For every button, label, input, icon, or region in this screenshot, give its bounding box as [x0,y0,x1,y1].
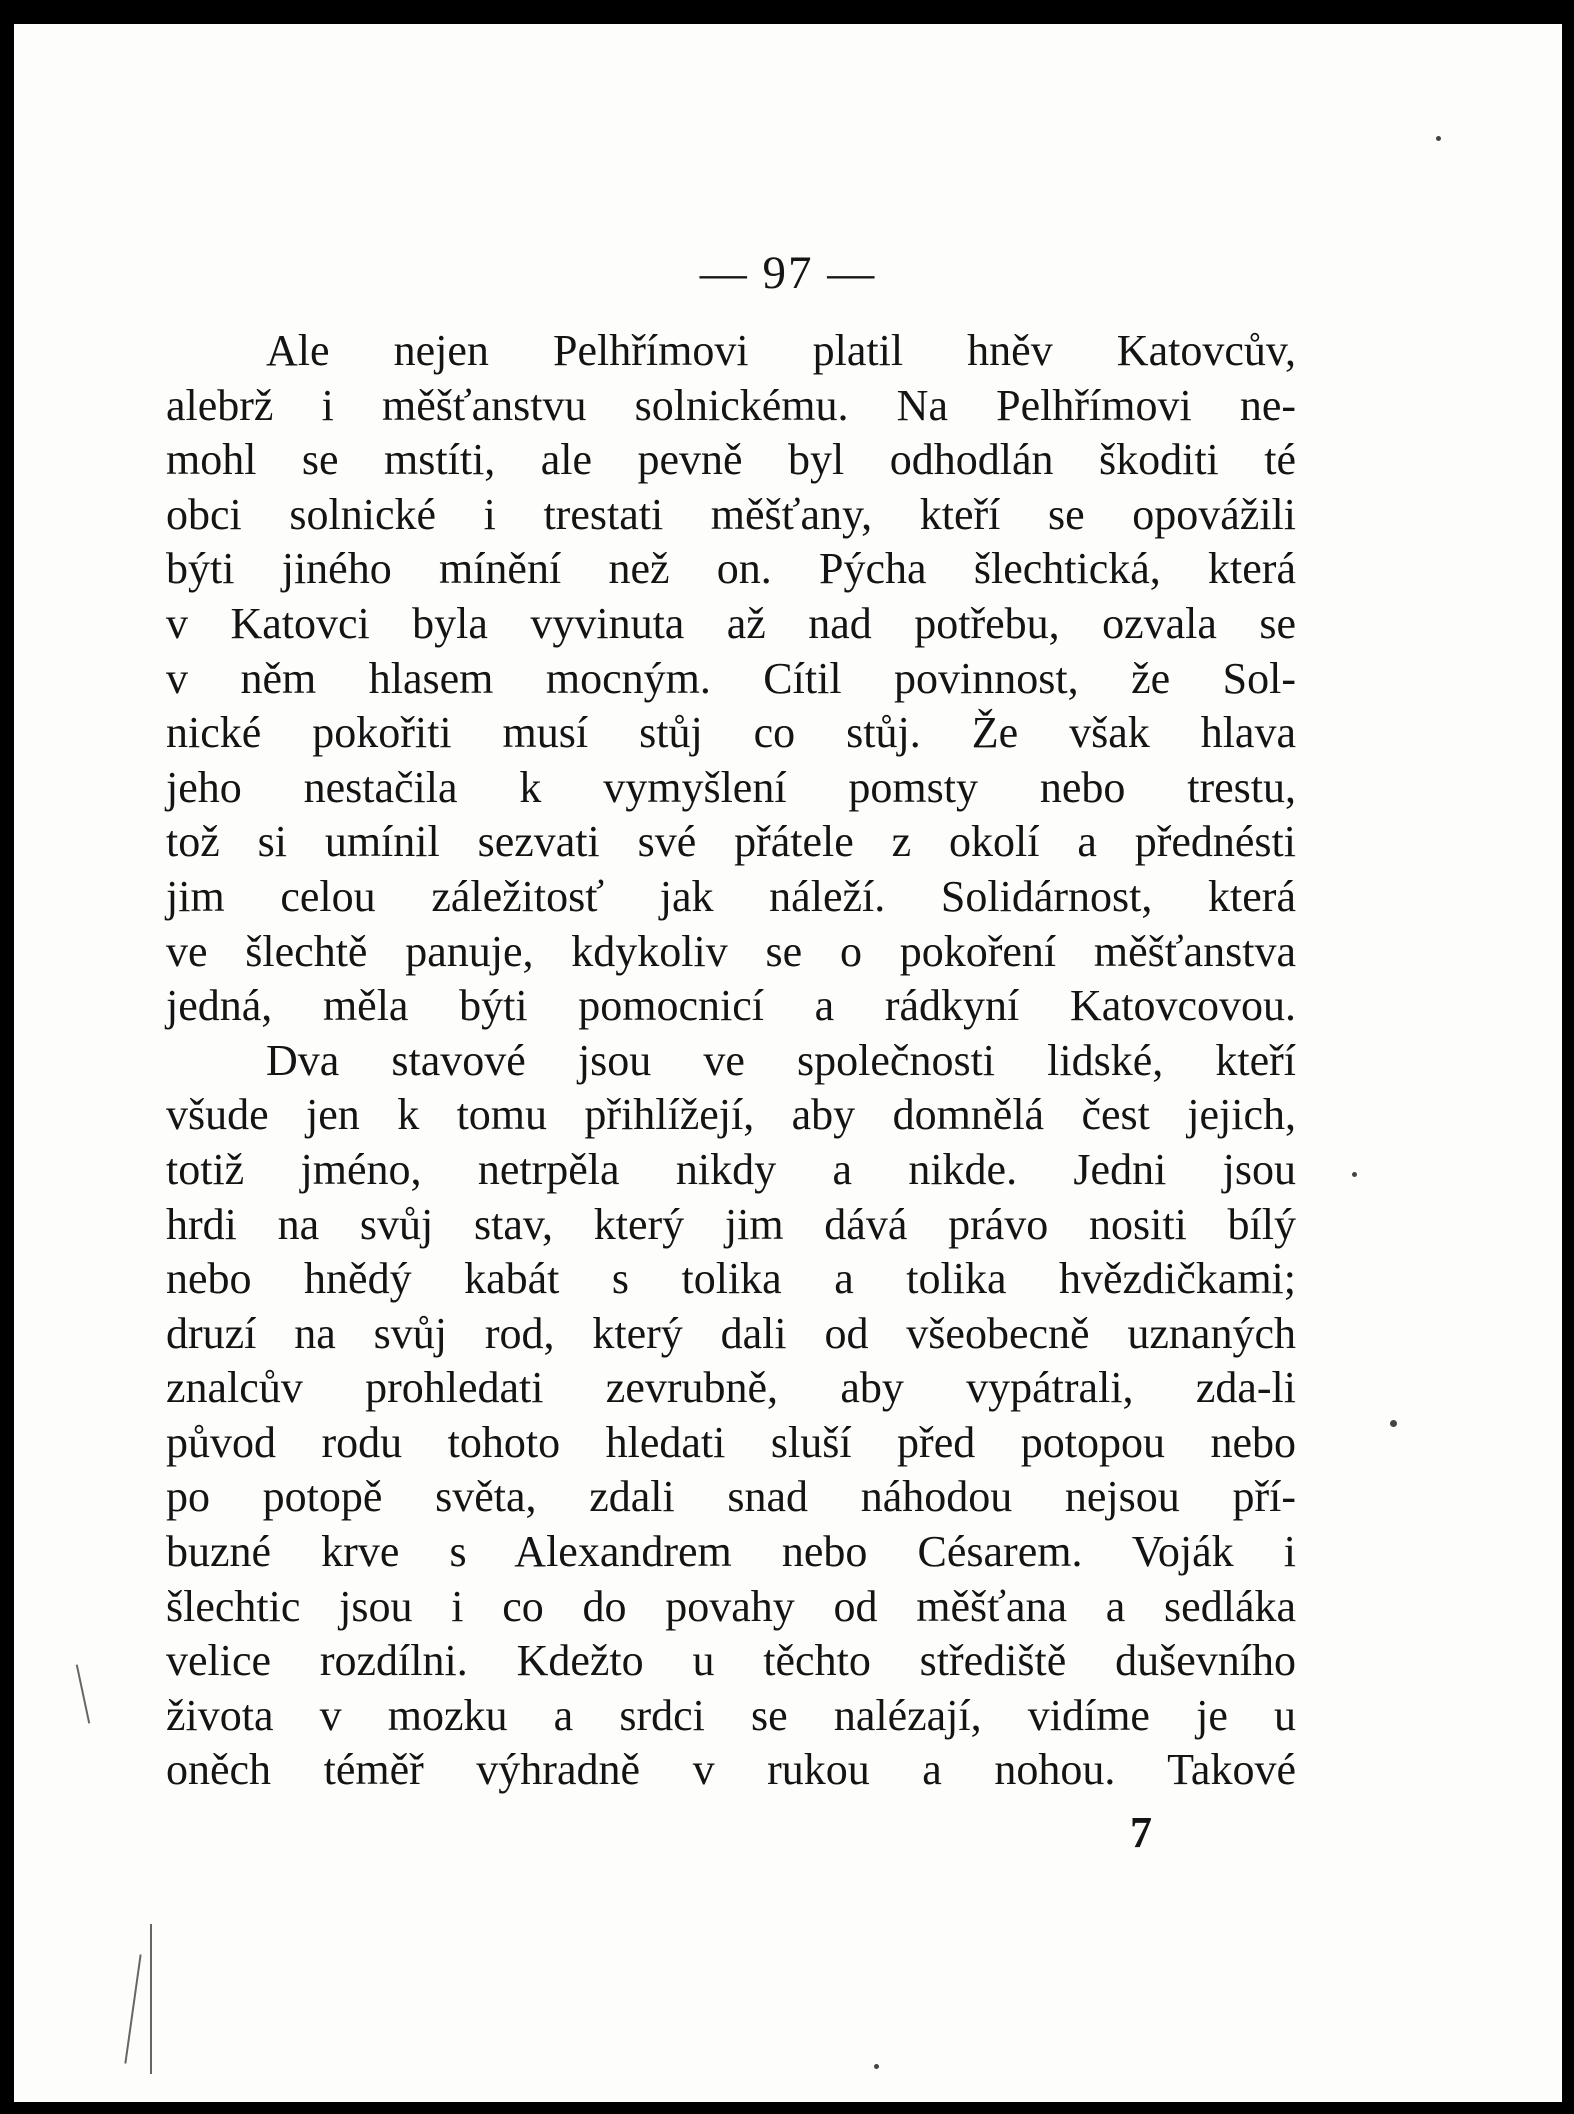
scan-artifact-line [76,1664,90,1723]
text-line: Dva stavové jsou ve společnosti lidské, kteří [266,1035,1296,1085]
text-line: mohl se mstíti, ale pevně byl odhodlán škoditi té [166,435,1296,485]
text-line: v Katovci byla vyvinuta až nad potřebu, ozvala se [166,598,1296,648]
scan-speck [874,2064,879,2069]
text-line: Ale nejen Pelhřímovi platil hněv Katovcův, [266,326,1296,375]
text-line: po potopě světa, zdali snad náhodou nejsou pří- [166,1472,1296,1522]
text-line: hrdi na svůj stav, který jim dává právo nositi bílý [166,1199,1296,1249]
text-line: znalcův prohledati zevrubně, aby vypátrali, zda-li [166,1363,1296,1413]
text-line: nebo hnědý kabát s tolika a tolika hvězdičkami; [166,1254,1296,1304]
text-line: tož si umínil sezvati své přátele z okolí a přednésti [166,817,1296,867]
text-line: jim celou záležitosť jak náleží. Solidárnost, která [166,871,1296,921]
book-page [14,24,1562,2102]
text-line: života v mozku a srdci se nalézají, vidíme je u [166,1690,1296,1740]
text-line: alebrž i měšťanstvu solnickému. Na Pelhřímovi ne- [166,380,1296,430]
scan-speck [1352,1172,1357,1177]
scan-artifact-line [150,1924,152,2074]
text-line: všude jen k tomu přihlížejí, aby domnělá čest jejich, [166,1090,1296,1140]
text-line: nické pokořiti musí stůj co stůj. Že však hlava [166,708,1296,758]
text-line: oněch téměř výhradně v rukou a nohou. Takové [166,1745,1296,1795]
text-line: šlechtic jsou i co do povahy od měšťana a sedláka [166,1581,1296,1631]
body-text [166,324,1296,1798]
text-line: velice rozdílni. Kdežto u těchto střediště duševního [166,1636,1296,1686]
text-line: obci solnické i trestati měšťany, kteří se opovážili [166,489,1296,539]
text-line: totiž jméno, netrpěla nikdy a nikde. Jedni jsou [166,1144,1296,1194]
text-line: jedná, měla býti pomocnicí a rádkyní Katovcovou. [166,981,1296,1031]
page-number-header: — 97 — [699,247,877,299]
signature-mark: 7 [1130,1808,1152,1857]
text-line: buzné krve s Alexandrem nebo Césarem. Voják i [166,1527,1296,1577]
text-line: v něm hlasem mocným. Cítil povinnost, že Sol- [166,653,1296,703]
text-line: druzí na svůj rod, který dali od všeobecně uznaných [166,1308,1296,1358]
scan-artifact-line [124,1954,141,2063]
text-line: býti jiného mínění než on. Pýcha šlechtická, která [166,544,1296,594]
text-line: ve šlechtě panuje, kdykoliv se o pokoření měšťanstva [166,926,1296,976]
text-line: jeho nestačila k vymyšlení pomsty nebo trestu, [166,762,1296,812]
scan-speck [1436,136,1441,141]
text-line: původ rodu tohoto hledati sluší před potopou nebo [166,1417,1296,1467]
scan-speck [1390,1420,1397,1427]
